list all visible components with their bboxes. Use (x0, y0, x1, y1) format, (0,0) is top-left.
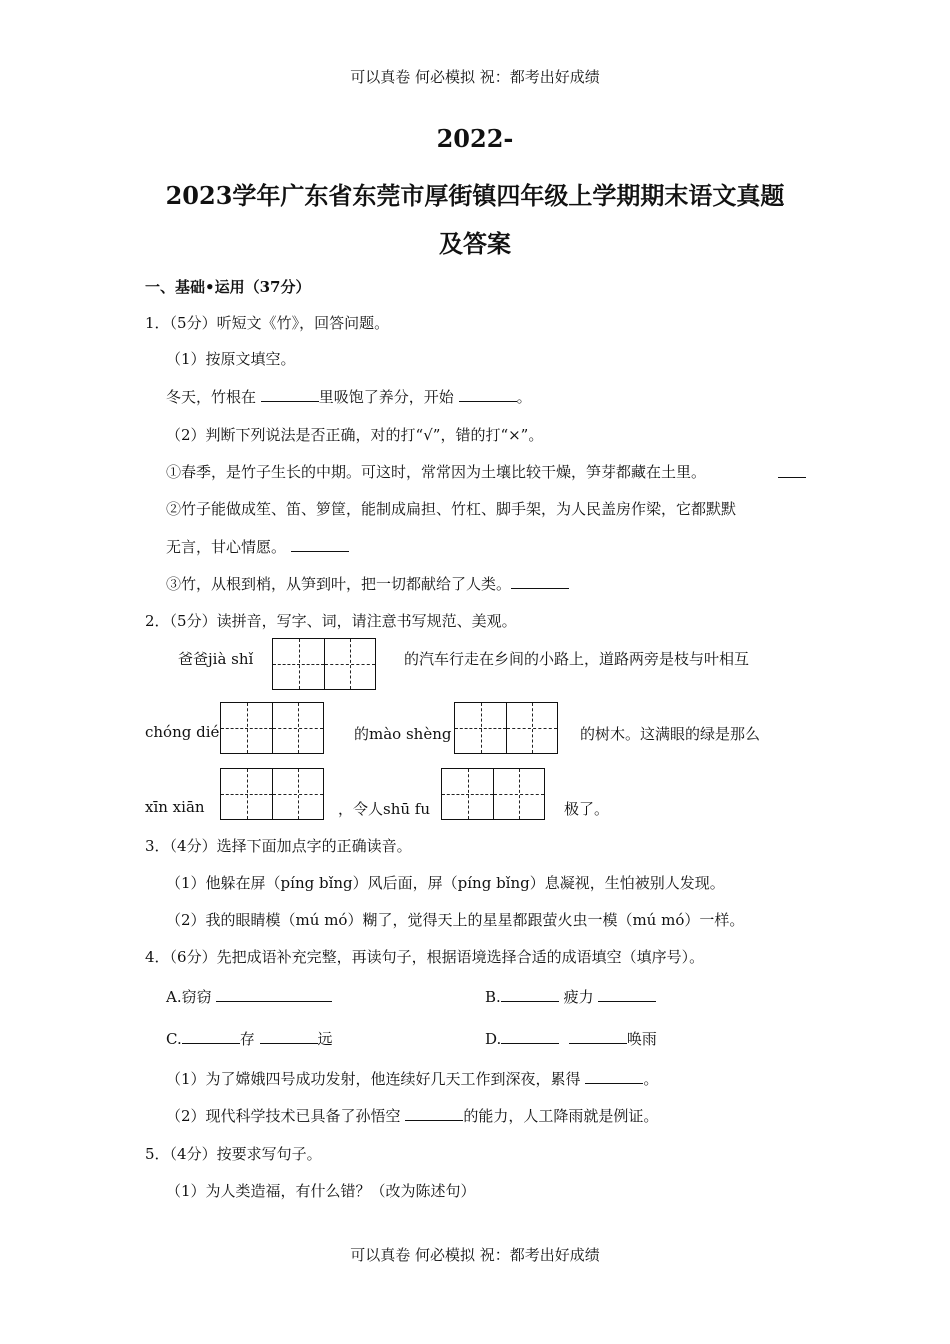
q1-statement-2b-line (166, 536, 349, 557)
q1-fill-a: 冬天，竹根在 (166, 388, 257, 406)
q1-judge-blank-3[interactable] (511, 574, 569, 589)
grid-cell[interactable] (273, 639, 324, 689)
q1-blank-2[interactable] (459, 387, 517, 402)
q4-option-a (166, 986, 332, 1007)
section-heading: 一、基础•运用（37分） (145, 278, 311, 296)
q4-sentence-2b: 的能力，人工降雨就是例证。 (463, 1107, 659, 1125)
grid-cell[interactable] (324, 639, 375, 689)
q4-blank-d2[interactable] (569, 1029, 627, 1044)
q4-sentence-1 (166, 1068, 658, 1089)
q2-text-c2: ，令人shū fu (338, 800, 430, 818)
q4-option-c-text2: 远 (317, 1030, 333, 1048)
q3-line-1: （1）他躲在屏（píng bǐng）风后面，屏（píng bǐng）息凝视，生怕被别人发现。 (166, 874, 725, 892)
q1-statement-1: ①春季，是竹子生长的中期。可这时，常常因为土壤比较干燥，笋芽都藏在土里。 (166, 463, 707, 481)
grid-cell[interactable] (272, 703, 323, 753)
grid-cell[interactable] (221, 769, 272, 819)
q5-stem: 5．（4分）按要求写句子。 (145, 1145, 322, 1163)
title-line-1: 2022- (436, 124, 514, 153)
q4-option-d-label: D. (485, 1030, 502, 1048)
q1-fill-c: 。 (516, 388, 532, 406)
title-line-3: 及答案 (439, 229, 511, 258)
q2-grid-jiashi[interactable] (272, 638, 376, 690)
q4-option-c (166, 1028, 333, 1049)
grid-cell[interactable] (221, 703, 272, 753)
q4-option-a-label: A.窃窃 (166, 988, 212, 1006)
q3-stem: 3．（4分）选择下面加点字的正确读音。 (145, 837, 412, 855)
q4-sentence-2a: （2）现代科学技术已具备了孙悟空 (166, 1107, 401, 1125)
q1-part1: （1）按原文填空。 (166, 350, 296, 368)
q4-sentence-1b: 。 (643, 1070, 659, 1088)
q1-statement-3: ③竹，从根到梢，从笋到叶，把一切都献给了人类。 (166, 575, 512, 593)
page-footer: 可以真卷 何必模拟 祝：都考出好成绩 (350, 1246, 600, 1264)
q4-blank-s1[interactable] (585, 1069, 643, 1084)
title-line-2: 2023学年广东省东莞市厚街镇四年级上学期期末语文真题 (165, 181, 785, 210)
q4-stem: 4．（6分）先把成语补充完整，再读句子，根据语境选择合适的成语填空（填序号）。 (145, 948, 705, 966)
q4-blank-c2[interactable] (260, 1029, 318, 1044)
q4-option-d (485, 1028, 657, 1049)
q2-grid-chongdie[interactable] (220, 702, 324, 754)
q1-fill-b: 里吸饱了养分，开始 (318, 388, 454, 406)
q1-judge-blank-1[interactable] (778, 463, 806, 478)
q2-text-c3: 极了。 (564, 800, 610, 818)
q4-blank-c1[interactable] (182, 1029, 240, 1044)
q2-grid-xinxian[interactable] (220, 768, 324, 820)
q2-text-a2: 的汽车行走在乡间的小路上，道路两旁是枝与叶相互 (404, 650, 750, 668)
q4-option-b (485, 986, 656, 1007)
q4-blank-d1[interactable] (501, 1029, 559, 1044)
q2-text-b1: chóng dié (145, 723, 220, 741)
grid-cell[interactable] (493, 769, 544, 819)
q4-blank-s2[interactable] (405, 1106, 463, 1121)
q2-grid-shufu[interactable] (441, 768, 545, 820)
q1-statement-3-line (166, 573, 569, 594)
q4-option-c-text1: 存 (239, 1030, 255, 1048)
q4-blank-b2[interactable] (598, 987, 656, 1002)
q2-text-a1: 爸爸jià shǐ (178, 650, 254, 668)
q4-option-d-text: 唤雨 (626, 1030, 657, 1048)
q1-judge-blank-2[interactable] (291, 537, 349, 552)
q4-option-c-label: C. (166, 1030, 182, 1048)
q4-option-b-text: 疲力 (563, 988, 594, 1006)
q5-part1: （1）为人类造福，有什么错？（改为陈述句） (166, 1182, 476, 1200)
q1-statement-2a: ②竹子能做成笙、笛、箩筐，能制成扁担、竹杠、脚手架，为人民盖房作梁，它都默默 (166, 500, 737, 518)
q2-text-c1: xīn xiān (145, 798, 205, 816)
q1-part2: （2）判断下列说法是否正确，对的打“√”，错的打“×”。 (166, 426, 544, 444)
grid-cell[interactable] (455, 703, 506, 753)
q2-text-b3: 的树木。这满眼的绿是那么 (580, 725, 761, 743)
q4-blank-b1[interactable] (501, 987, 559, 1002)
grid-cell[interactable] (506, 703, 557, 753)
q1-statement-2b: 无言，甘心情愿。 (166, 538, 287, 556)
q2-text-b2: 的mào shèng (354, 725, 452, 743)
q3-line-2: （2）我的眼睛模（mú mó）糊了，觉得天上的星星都跟萤火虫一模（mú mó）一样。 (166, 911, 745, 929)
q4-blank-a[interactable] (216, 987, 332, 1002)
q4-sentence-1a: （1）为了嫦娥四号成功发射，他连续好几天工作到深夜，累得 (166, 1070, 581, 1088)
grid-cell[interactable] (442, 769, 493, 819)
q1-fill-line (166, 386, 532, 407)
q4-option-b-label: B. (485, 988, 501, 1006)
q1-blank-1[interactable] (261, 387, 319, 402)
q4-sentence-2 (166, 1105, 658, 1126)
q2-grid-maosheng[interactable] (454, 702, 558, 754)
q1-stem: 1．（5分）听短文《竹》，回答问题。 (145, 314, 390, 332)
page-header: 可以真卷 何必模拟 祝：都考出好成绩 (350, 68, 600, 86)
grid-cell[interactable] (272, 769, 323, 819)
q2-stem: 2．（5分）读拼音，写字、词，请注意书写规范、美观。 (145, 612, 517, 630)
